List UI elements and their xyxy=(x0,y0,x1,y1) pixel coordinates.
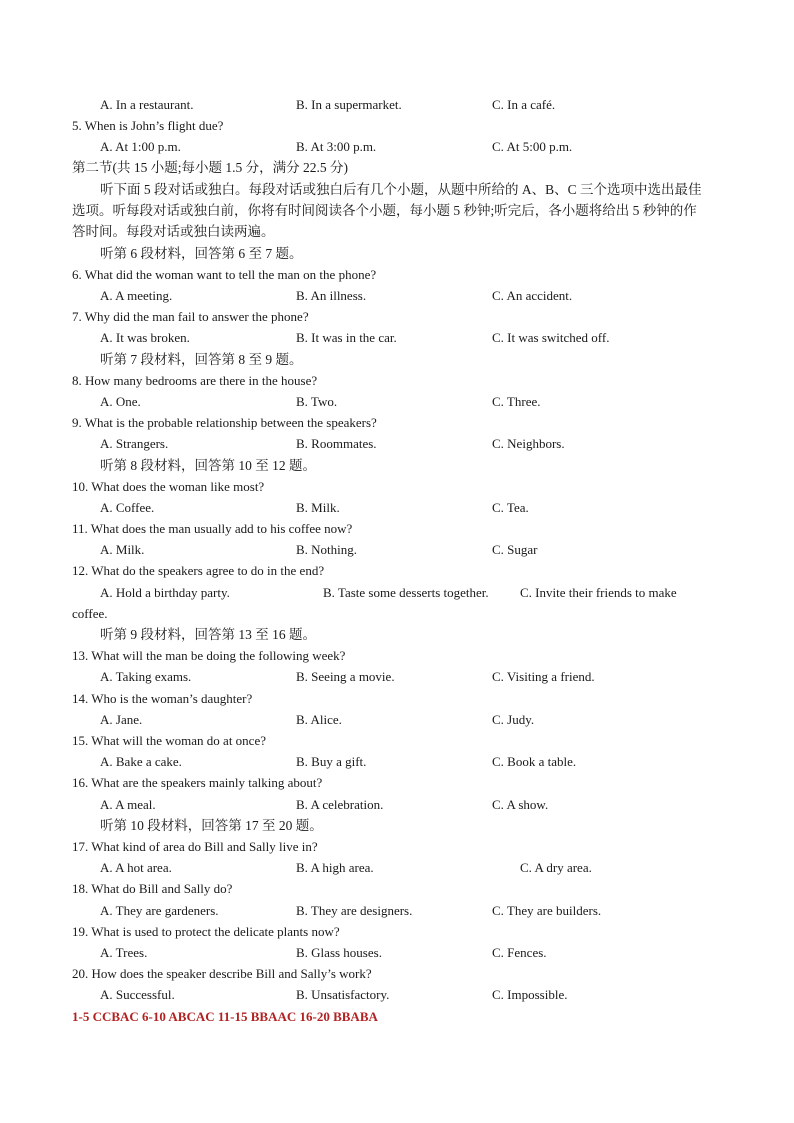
option-b: B. Taste some desserts together. xyxy=(323,585,489,600)
option-b: B. A high area. xyxy=(296,860,374,875)
option-b: B. Seeing a movie. xyxy=(296,669,395,684)
question-8: 8. How many bedrooms are there in the house? xyxy=(72,373,318,388)
option-a: A. It was broken. xyxy=(100,330,190,345)
option-a: A. Bake a cake. xyxy=(100,754,182,769)
option-c: C. Tea. xyxy=(492,500,529,515)
material-9-heading: 听第 9 段材料，回答第 13 至 16 题。 xyxy=(100,627,316,642)
question-13: 13. What will the man be doing the following week? xyxy=(72,648,346,663)
material-7-heading: 听第 7 段材料，回答第 8 至 9 题。 xyxy=(100,352,303,367)
option-a: A. Strangers. xyxy=(100,436,169,451)
section-2-title: 第二节(共 15 小题;每小题 1.5 分，满分 22.5 分) xyxy=(72,160,348,175)
question-20: 20. How does the speaker describe Bill and Sally’s work? xyxy=(72,966,372,981)
option-b: B. A celebration. xyxy=(296,797,384,812)
option-c: C. At 5:00 p.m. xyxy=(492,139,573,154)
question-5: 5. When is John’s flight due? xyxy=(72,118,224,133)
option-a: A. A meeting. xyxy=(100,288,173,303)
option-c: C. Sugar xyxy=(492,542,538,557)
option-a: A. Hold a birthday party. xyxy=(100,585,230,600)
option-c: C. A dry area. xyxy=(520,860,592,875)
option-c: C. It was switched off. xyxy=(492,330,610,345)
option-a: A. A meal. xyxy=(100,797,156,812)
option-a: A. A hot area. xyxy=(100,860,172,875)
option-b: B. Two. xyxy=(296,394,338,409)
option-b: B. At 3:00 p.m. xyxy=(296,139,377,154)
question-14: 14. Who is the woman’s daughter? xyxy=(72,691,253,706)
option-b: B. They are designers. xyxy=(296,903,413,918)
question-9: 9. What is the probable relationship between the speakers? xyxy=(72,415,377,430)
option-a: A. Coffee. xyxy=(100,500,155,515)
question-11: 11. What does the man usually add to his coffee now? xyxy=(72,521,353,536)
question-10: 10. What does the woman like most? xyxy=(72,479,265,494)
option-b: B. In a supermarket. xyxy=(296,97,402,112)
material-10-heading: 听第 10 段材料，回答第 17 至 20 题。 xyxy=(100,818,323,833)
option-b: B. Unsatisfactory. xyxy=(296,987,390,1002)
instructions-line-3: 答时间。每段对话或独白读两遍。 xyxy=(72,224,275,239)
option-b: B. It was in the car. xyxy=(296,330,397,345)
option-a: A. Milk. xyxy=(100,542,145,557)
option-b: B. Glass houses. xyxy=(296,945,382,960)
q12-option-c-wrap: coffee. xyxy=(72,606,108,621)
instructions-line-1: 听下面 5 段对话或独白。每段对话或独白后有几个小题，从题中所给的 A、B、C 三个选项中选出最佳 xyxy=(100,182,702,197)
option-c: C. Fences. xyxy=(492,945,547,960)
option-c: C. Book a table. xyxy=(492,754,577,769)
question-6: 6. What did the woman want to tell the man on the phone? xyxy=(72,267,377,282)
option-a: A. They are gardeners. xyxy=(100,903,219,918)
material-8-heading: 听第 8 段材料，回答第 10 至 12 题。 xyxy=(100,458,316,473)
option-b: B. Alice. xyxy=(296,712,342,727)
option-a: A. One. xyxy=(100,394,141,409)
option-b: B. Roommates. xyxy=(296,436,377,451)
option-c: C. Invite their friends to make xyxy=(520,585,677,600)
option-b: B. Buy a gift. xyxy=(296,754,367,769)
question-17: 17. What kind of area do Bill and Sally live in? xyxy=(72,839,318,854)
option-c: C. Visiting a friend. xyxy=(492,669,595,684)
option-a: A. At 1:00 p.m. xyxy=(100,139,181,154)
option-c: C. Three. xyxy=(492,394,541,409)
question-19: 19. What is used to protect the delicate plants now? xyxy=(72,924,340,939)
option-c: C. Judy. xyxy=(492,712,535,727)
question-18: 18. What do Bill and Sally do? xyxy=(72,881,233,896)
option-a: A. Taking exams. xyxy=(100,669,192,684)
option-c: C. In a café. xyxy=(492,97,556,112)
option-b: B. Milk. xyxy=(296,500,340,515)
option-b: B. Nothing. xyxy=(296,542,358,557)
question-7: 7. Why did the man fail to answer the phone? xyxy=(72,309,309,324)
option-c: C. Neighbors. xyxy=(492,436,565,451)
option-a: A. Trees. xyxy=(100,945,148,960)
answer-key: 1-5 CCBAC 6-10 ABCAC 11-15 BBAAC 16-20 BBABA xyxy=(72,1009,378,1024)
question-16: 16. What are the speakers mainly talking about? xyxy=(72,775,323,790)
option-a: A. Successful. xyxy=(100,987,175,1002)
question-12: 12. What do the speakers agree to do in the end? xyxy=(72,563,325,578)
option-a: A. In a restaurant. xyxy=(100,97,194,112)
option-b: B. An illness. xyxy=(296,288,367,303)
option-c: C. A show. xyxy=(492,797,549,812)
option-a: A. Jane. xyxy=(100,712,143,727)
option-c: C. An accident. xyxy=(492,288,573,303)
option-c: C. Impossible. xyxy=(492,987,568,1002)
instructions-line-2: 选项。听每段对话或独白前，你将有时间阅读各个小题，每小题 5 秒钟;听完后，各小题将给出 5 秒钟的作 xyxy=(72,203,697,218)
option-c: C. They are builders. xyxy=(492,903,602,918)
question-15: 15. What will the woman do at once? xyxy=(72,733,266,748)
material-6-heading: 听第 6 段材料，回答第 6 至 7 题。 xyxy=(100,246,303,261)
